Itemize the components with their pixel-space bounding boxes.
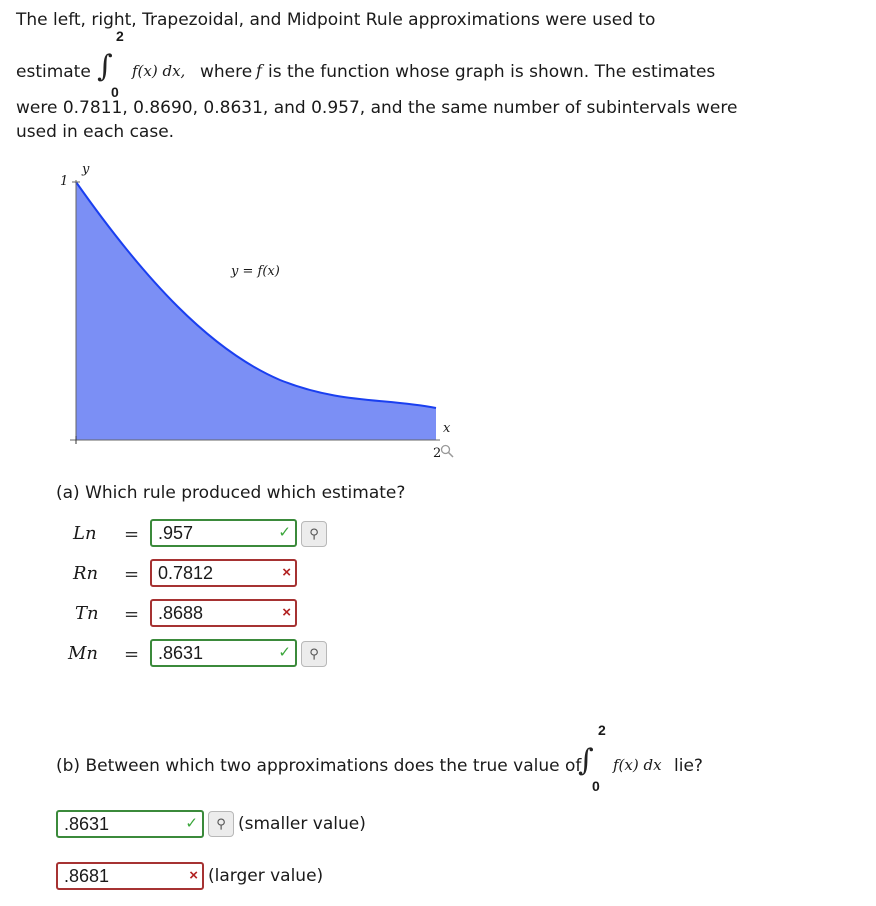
equals-sign: = [124,644,140,665]
part-b-question-start: (b) Between which two approximations does the true value of [56,756,582,776]
equals-sign: = [124,564,140,585]
b-integral-upper-limit: 2 [598,722,606,738]
graph-area [70,180,440,444]
label-rn: Rn [73,563,99,584]
answer-rn-value: 0.7812 [158,562,214,583]
key-icon[interactable]: ⚲ [301,641,327,667]
x-axis-label: x [443,421,451,436]
problem-line-4: used in each case. [16,122,175,142]
x-mark-icon: × [189,867,198,884]
part-a-question: (a) Which rule produced which estimate? [56,483,406,503]
label-ln: Ln [73,523,97,544]
integral-sign: ∫ [97,49,113,84]
y-tick-label: 1 [60,174,69,189]
larger-value-note: (larger value) [208,866,324,886]
answer-larger-value: .8681 [64,865,110,886]
answer-mn-field[interactable] [150,639,297,667]
equals-sign: = [124,604,140,625]
answer-tn-field[interactable] [150,599,297,627]
integral-upper-limit: 2 [116,28,124,44]
x-mark-icon: × [282,564,291,581]
label-mn: Mn [68,643,99,664]
answer-smaller-field[interactable] [56,810,204,838]
answer-ln-field[interactable] [150,519,297,547]
check-icon: ✓ [278,524,291,541]
answer-mn-value: .8631 [158,642,204,663]
y-axis-label: y [82,162,90,177]
problem-where: where [200,62,253,82]
problem-line-2-rest: is the function whose graph is shown. The estimates [268,62,716,82]
answer-larger-field[interactable] [56,862,204,890]
magnifier-icon[interactable] [440,444,454,458]
x-mark-icon: × [282,604,291,621]
integral-lower-limit: 0 [111,84,119,100]
integral-integrand: f(x) dx, [132,62,186,80]
b-integral-lower-limit: 0 [592,778,600,794]
problem-f-symbol: f [256,61,262,80]
answer-rn-field[interactable] [150,559,297,587]
x-tick-label: 2 [433,446,442,461]
problem-estimate-word: estimate [16,62,91,82]
function-graph [50,160,470,470]
label-tn: Tn [75,603,99,624]
part-b-question-end: lie? [674,756,703,776]
problem-line-1: The left, right, Trapezoidal, and Midpoint Rule approximations were used to [16,10,656,30]
answer-tn-value: .8688 [158,602,204,623]
problem-line-3: were 0.7811, 0.8690, 0.8631, and 0.957, and the same number of subintervals were [16,98,738,118]
b-integral-sign: ∫ [578,743,594,778]
equals-sign: = [124,524,140,545]
answer-smaller-value: .8631 [64,813,110,834]
key-icon[interactable]: ⚲ [301,521,327,547]
curve-label: y = f(x) [231,264,280,279]
answer-ln-value: .957 [158,522,194,543]
smaller-value-note: (smaller value) [238,814,366,834]
key-icon[interactable]: ⚲ [208,811,234,837]
b-integral-integrand: f(x) dx [613,756,662,774]
check-icon: ✓ [278,644,291,661]
check-icon: ✓ [185,815,198,832]
